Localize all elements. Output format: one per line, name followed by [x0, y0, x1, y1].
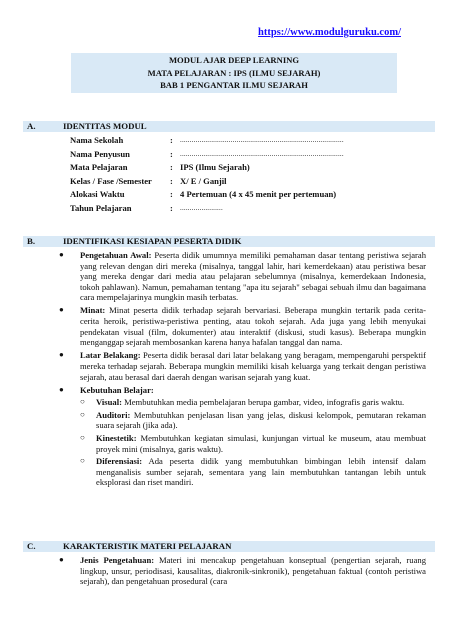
- identity-colon: :: [170, 162, 173, 172]
- identity-key: Kelas / Fase /Semester: [70, 175, 152, 186]
- identity-row: [70, 202, 344, 216]
- sub-item-text: Membutuhkan penjelasan lisan yang jelas, diskusi kelompok, pemutaran rekaman suara sejarah (jika ada).: [96, 409, 426, 431]
- item-label: Latar Belakang:: [80, 350, 141, 361]
- identity-row: [70, 134, 344, 148]
- identity-colon: :: [170, 148, 173, 159]
- learning-needs-sublist: [80, 397, 426, 488]
- identity-colon: :: [170, 202, 173, 213]
- section-b-heading: [23, 236, 435, 247]
- section-a-heading: [23, 121, 435, 132]
- sub-item-text: Membutuhkan media pembelajaran berupa gambar, video, infografis garis waktu.: [121, 397, 405, 408]
- sub-item-label: Visual:: [96, 397, 122, 408]
- section-b-title: IDENTIFIKASI KESIAPAN PESERTA DIDIK: [63, 236, 242, 246]
- identity-key: Nama Penyusun: [70, 148, 130, 159]
- identity-value: X/ E / Ganjil: [180, 175, 227, 186]
- identity-key: Tahun Pelajaran: [70, 202, 132, 213]
- section-a-title: IDENTITAS MODUL: [63, 121, 147, 131]
- identity-value: ....................................................................................: [180, 149, 344, 158]
- item-text: Peserta didik umumnya memiliki pemahaman dasar tentang peristiwa sejarah yang relevan dengan diri mereka (misalnya, tanggal lahir, hari kemerdekaan) atau peristiwa besar yang mereka dengar dari media atau pelajaran sebelumnya (misalnya, kemerdekaan Indonesia, tokoh pahlawan). Namun, pemahaman tentang "apa itu sejarah" sebagai sebuah ilmu dan bagaimana cara mempelajarinya mungkin masih terbatas.: [80, 250, 426, 303]
- sub-list-item: [80, 397, 426, 408]
- section-c-title: KARAKTERISTIK MATERI PELAJARAN: [63, 541, 232, 551]
- title-line-2: MATA PELAJARAN : IPS (ILMU SEJARAH): [147, 67, 321, 78]
- item-label: Minat:: [80, 305, 106, 316]
- title-line-1: MODUL AJAR DEEP LEARNING: [168, 55, 300, 65]
- identity-key: Mata Pelajaran: [70, 162, 128, 172]
- bullet-icon: ●: [59, 555, 64, 564]
- material-list: [58, 555, 426, 589]
- item-label: Pengetahuan Awal:: [80, 250, 152, 260]
- identity-row: [70, 161, 344, 175]
- item-label: Jenis Pengetahuan:: [80, 555, 155, 565]
- section-b-letter: B.: [27, 236, 36, 246]
- section-c-heading: [23, 541, 435, 552]
- circle-bullet-icon: ○: [80, 397, 85, 407]
- list-item: [58, 250, 426, 303]
- bullet-icon: ●: [59, 250, 64, 259]
- bullet-icon: ●: [59, 350, 64, 360]
- identity-value: 4 Pertemuan (4 x 45 menit per pertemuan): [180, 189, 337, 199]
- section-c-letter: C.: [27, 541, 36, 551]
- circle-bullet-icon: ○: [80, 433, 85, 442]
- bullet-icon: ●: [59, 384, 64, 394]
- section-a-letter: A.: [27, 121, 36, 131]
- website-link[interactable]: https://www.modulguruku.com/: [258, 27, 401, 38]
- list-item: [58, 555, 426, 587]
- identity-value: ....................................................................................: [180, 136, 344, 144]
- sub-list-item: [80, 410, 426, 431]
- readiness-list: [58, 250, 426, 490]
- identity-table: [70, 134, 344, 215]
- identity-colon: :: [170, 189, 173, 199]
- bullet-icon: ●: [59, 305, 64, 315]
- sub-item-label: Kinestetik:: [96, 433, 137, 443]
- list-item: [58, 385, 426, 488]
- sub-list-item: [80, 456, 426, 488]
- identity-value: IPS (Ilmu Sejarah): [180, 162, 250, 172]
- sub-item-text: Ada peserta didik yang membutuhkan bimbingan lebih intensif dalam menganalisis sumber sejarah, sementara yang lain membutuhkan tantangan lebih untuk eksplorasi dan riset mandiri.: [96, 456, 426, 488]
- identity-key: Nama Sekolah: [70, 135, 124, 145]
- title-line-3: BAB 1 PENGANTAR ILMU SEJARAH: [160, 80, 308, 90]
- list-item: [58, 350, 426, 382]
- circle-bullet-icon: ○: [80, 456, 85, 466]
- item-label: Kebutuhan Belajar:: [80, 384, 154, 395]
- sub-item-text: Membutuhkan kegiatan simulasi, kunjungan virtual ke museum, atau membuat proyek mini (misalnya, garis waktu).: [96, 433, 426, 454]
- circle-bullet-icon: ○: [80, 409, 85, 419]
- list-item: [58, 305, 426, 347]
- identity-colon: :: [170, 135, 173, 145]
- item-text: Minat peserta didik terhadap sejarah bervariasi. Beberapa mungkin tertarik pada cerita-cerita heroik, peristiwa-peristiwa penting, atau tokoh sejarah. Ada juga yang lebih menyukai pendekatan visual (film, dokumenter) atau interaktif (diskusi, studi kasus). Beberapa mungkin menganggap sejarah membosankan karena hanya hafalan tanggal dan nama.: [80, 305, 426, 348]
- identity-row: [70, 148, 344, 162]
- item-text: Materi ini mencakup pengetahuan konseptual (pengertian sejarah, ruang lingkup, unsur, periodisasi, kausalitas, diakronik-sinkronik), pengetahuan faktual (contoh peristiwa sejarah), dan pengetahuan prosedural (cara: [80, 555, 426, 587]
- identity-row: [70, 175, 344, 189]
- identity-colon: :: [170, 175, 173, 186]
- sub-item-label: Auditori:: [96, 409, 131, 420]
- module-title-box: [71, 53, 397, 93]
- identity-value: ......................: [180, 203, 223, 212]
- sub-list-item: [80, 433, 426, 454]
- identity-row: [70, 188, 344, 202]
- identity-key: Alokasi Waktu: [70, 189, 125, 199]
- sub-item-label: Diferensiasi:: [96, 456, 143, 467]
- item-text: Peserta didik berasal dari latar belakang yang beragam, mempengaruhi perspektif mereka terhadap sejarah. Beberapa mungkin memiliki kisah keluarga yang terkait dengan peristiwa sejarah, atau berasal dari daerah dengan warisan sejarah yang kuat.: [80, 350, 426, 382]
